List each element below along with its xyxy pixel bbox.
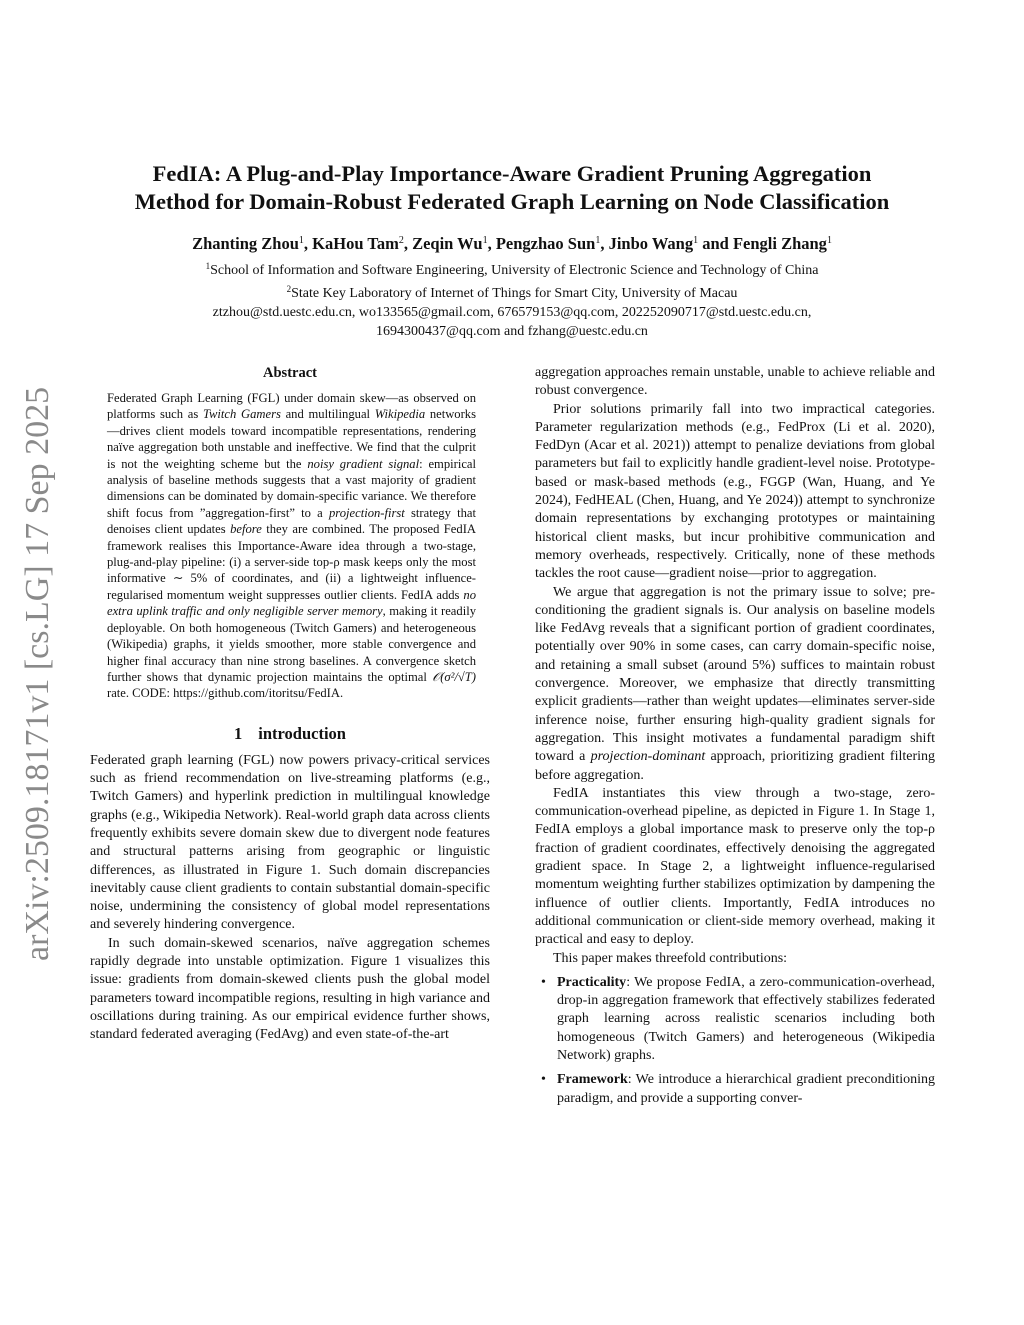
left-column	[90, 364, 490, 1044]
author-name: Jinbo Wang	[608, 234, 694, 253]
author-name: Zeqin Wu	[412, 234, 483, 253]
author-affiliation-mark: 1	[826, 235, 832, 246]
title-line-2: Method for Domain-Robust Federated Graph Learning on Node Classification	[134, 189, 890, 214]
abstract-paragraph: Federated Graph Learning (FGL) under domain skew—as observed on platforms such as Twitch Gamers and multilingual Wikipedia networks—drives client models toward incompatible representations, rendering naïve aggregation both unstable and ineffective. We find that the culprit is not the weighting scheme but the noisy gradient signal: empirical analysis of baseline methods suggests that a vast majority of gradient dimensions can be dominated by domain-specific variance. We therefore shift focus from ”aggregation-first” to a projection-first strategy that denoises client updates before they are combined. The proposed FedIA framework realises this Importance-Aware idea through a two-stage, plug-and-play pipeline: (i) a server-side top-ρ mask keeps only the most informative ∼ 5% of coordinates, and (ii) a lightweight influence-regularised momentum weight suppresses outlier clients. FedIA adds no extra uplink traffic and only negligible server memory, making it readily deployable. On both homogeneous (Twitch Gamers) and heterogeneous (Wikipedia) graphs, it yields smoother, more stable convergence and higher final accuracy than nine strong baselines. A convergence sketch further shows that dynamic projection maintains the optimal 𝒪(σ²/√T) rate. CODE: https://github.com/itoritsu/FedIA.	[107, 391, 476, 701]
email-line-2: 1694300437@qq.com and fzhang@uestc.edu.cn	[376, 324, 648, 339]
right-column-body	[535, 364, 935, 968]
paper-title	[60, 160, 964, 216]
email-line-1: ztzhou@std.uestc.edu.cn, wo133565@gmail.com, 676579153@qq.com, 202252090717@std.uestc.edu.cn,	[212, 305, 812, 320]
author-list: Zhanting Zhou$^1$, KaHou Tam$^2$, Zeqin Wu$^1$, Pengzhao Sun$^1$, Jinbo Wang$^1$ and Fengli Zhang$^1$	[192, 234, 832, 253]
list-item: • Framework: We introduce a hierarchical gradient preconditioning paradigm, and provide a supporting conver-	[535, 1071, 935, 1108]
author-name: Fengli Zhang	[732, 234, 827, 253]
contributions-list	[535, 974, 935, 1108]
author-name: Zhanting Zhou	[192, 234, 299, 253]
paragraph-continued: aggregation approaches remain unstable, unable to achieve reliable and robust convergence.	[535, 365, 935, 399]
author-name: Pengzhao Sun	[495, 234, 596, 253]
right-column	[535, 364, 935, 1114]
author-name: KaHou Tam	[312, 234, 399, 253]
paragraph-contributions-intro: This paper makes threefold contributions:	[553, 950, 788, 966]
intro-paragraph-1: Federated graph learning (FGL) now powers privacy-critical services such as friend recommendation on live-streaming platforms (e.g., Twitch Gamers) and hyperlink prediction in multilingual knowledge graphs (e.g., Wikipedia Network). Real-world graph data across clients frequently exhibits severe domain skew due to divergent node features and structural patterns arising from geographic or linguistic differences, as illustrated in Figure 1. Such domain discrepancies inevitably cause client gradients to contain substantial domain-specific noise, undermining the consistency of global model representations and severely hindering convergence.	[90, 752, 490, 933]
paragraph-argument: We argue that aggregation is not the primary issue to solve; pre-conditioning the gradient signals is. Our analysis on baseline models like FedAvg reveals that a significant portion of gradient coordinates, potentially over 90% in some cases, can carry domain-specific noise, and retaining a small subset (around 5%) suffices to maintain robust convergence. Moreover, we emphasize that directly transmitting explicit gradients—rather than weight updates—eliminates server-side inference noise, further ensuring high-quality gradient signals for aggregation. This insight motivates a fundamental paradigm shift toward a projection-dominant approach, prioritizing gradient filtering before aggregation.	[535, 584, 936, 783]
author-affiliation-mark: 1	[595, 235, 601, 246]
author-affiliation-mark: 1	[298, 235, 304, 246]
title-line-1: FedIA: A Plug-and-Play Importance-Aware Gradient Pruning Aggregation	[152, 161, 872, 186]
affiliations	[60, 257, 964, 341]
list-item: • Practicality: We propose FedIA, a zero-communication-overhead, drop-in aggregation framework that effectively stabilizes federated graph learning across realistic scenarios including both homogeneous (Twitch Gamers) and heterogeneous (Wikipedia Network) graphs.	[535, 974, 935, 1065]
author-affiliation-mark: 1	[693, 235, 699, 246]
paragraph-fedia-pipeline: FedIA instantiates this view through a two-stage, zero-communication-overhead pipeline, as depicted in Figure 1. In Stage 1, FedIA employs a global importance mask to preserve only the top-ρ fraction of gradient coordinates, effectively denoising the aggregated gradient space. In Stage 2, a lightweight influence-regularised momentum weighting further stabilizes optimization by dampening the influence of outlier clients. Importantly, FedIA introduces no additional communication or client-side memory overhead, making it practical and easy to deploy.	[535, 785, 935, 948]
author-affiliation-mark: 2	[398, 235, 404, 246]
affiliation-2: $^2$State Key Laboratory of Internet of Things for Smart City, University of Macau	[286, 284, 738, 301]
affiliation-1: $^1$School of Information and Software Engineering, University of Electronic Science and Technology of China	[205, 261, 819, 278]
intro-paragraph-2: In such domain-skewed scenarios, naïve aggregation schemes rapidly degrade into unstable optimization. Figure 1 visualizes this issue: gradients from domain-skewed clients push the global model parameters toward incompatible regions, resulting in high variance and oscillations during training. As our empirical evidence further shows, standard federated averaging (FedAvg) and even state-of-the-art	[90, 935, 490, 1043]
rate-formula: 𝒪(σ²/√T)	[432, 669, 476, 684]
abstract-heading: Abstract	[263, 365, 317, 381]
section-heading-introduction: 1 introduction	[234, 723, 346, 743]
paragraph-prior-solutions: Prior solutions primarily fall into two impractical categories. Parameter regularization methods (e.g., FedProx (Li et al. 2020), FedDyn (Acar et al. 2021)) attempt to penalize deviations from global parameters but fail to explicitly handle gradient-level noise. Prototype-based or mask-based methods (e.g., FGGP (Wan, Huang, and Ye 2024), FedHEAL (Chen, Huang, and Ye 2024)) attempt to synchronize domain representations by exchanging prototypes or maintaining historical client masks, but incur prohibitive communication and memory overheads, respectively. Critically, none of these methods tackles the root cause—gradient noise—prior to aggregation.	[535, 401, 935, 582]
arxiv-identifier: arXiv:2509.18171v1 [cs.LG] 17 Sep 2025	[19, 386, 56, 961]
introduction-body	[90, 752, 490, 1045]
abstract-body	[107, 390, 476, 702]
author-affiliation-mark: 1	[482, 235, 488, 246]
